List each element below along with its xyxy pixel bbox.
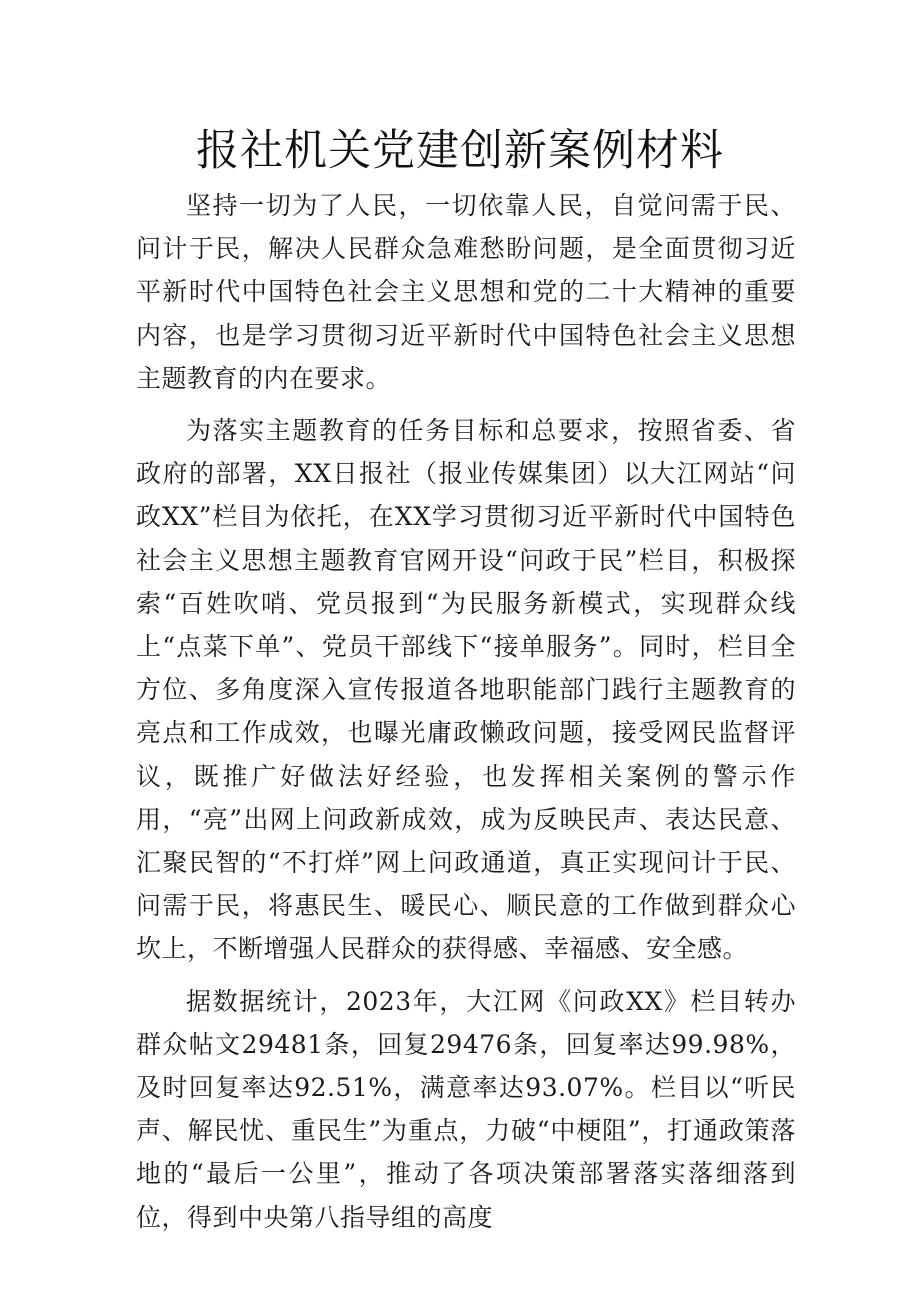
paragraph-statistics: 据数据统计，2023年，大江网《问政XX》栏目转办群众帖文29481条，回复29476条，回复率达99.98%，及时回复率达92.51%，满意率达93.07%。栏目以“听民声、解民忧、重民生”为重点，力破“中梗阻”，打通政策落地的“最后一公里”，推动了各项决策部署落实落细落到位，得到中央第八指导组的高度 <box>136 986 796 1232</box>
document-title: 报社机关党建创新案例材料 <box>196 126 724 176</box>
paragraph-intro: 坚持一切为了人民，一切依靠人民，自觉问需于民、问计于民，解决人民群众急难愁盼问题，是全面贯彻习近平新时代中国特色社会主义思想和党的二十大精神的重要内容，也是学习贯彻习近平新时代中国特色社会主义思想主题教育的内在要求。 <box>136 191 796 393</box>
document-body <box>136 184 796 1239</box>
paragraph-implementation: 为落实主题教育的任务目标和总要求，按照省委、省政府的部署，XX日报社（报业传媒集团）以大江网站“问政XX”栏目为依托，在XX学习贯彻习近平新时代中国特色社会主义思想主题教育官网开设“问政于民”栏目，积极探索“百姓吹哨、党员报到“为民服务新模式，实现群众线上“点菜下单”、党员干部线下“接单服务”。同时，栏目全方位、多角度深入宣传报道各地职能部门践行主题教育的亮点和工作成效，也曝光庸政懒政问题，接受网民监督评议，既推广好做法好经验，也发挥相关案例的警示作用，“亮”出网上问政新成效，成为反映民声、表达民意、汇聚民智的“不打烊”网上问政通道，真正实现问计于民、问需于民，将惠民生、暖民心、顺民意的工作做到群众心坎上，不断增强人民群众的获得感、幸福感、安全感。 <box>136 416 796 964</box>
